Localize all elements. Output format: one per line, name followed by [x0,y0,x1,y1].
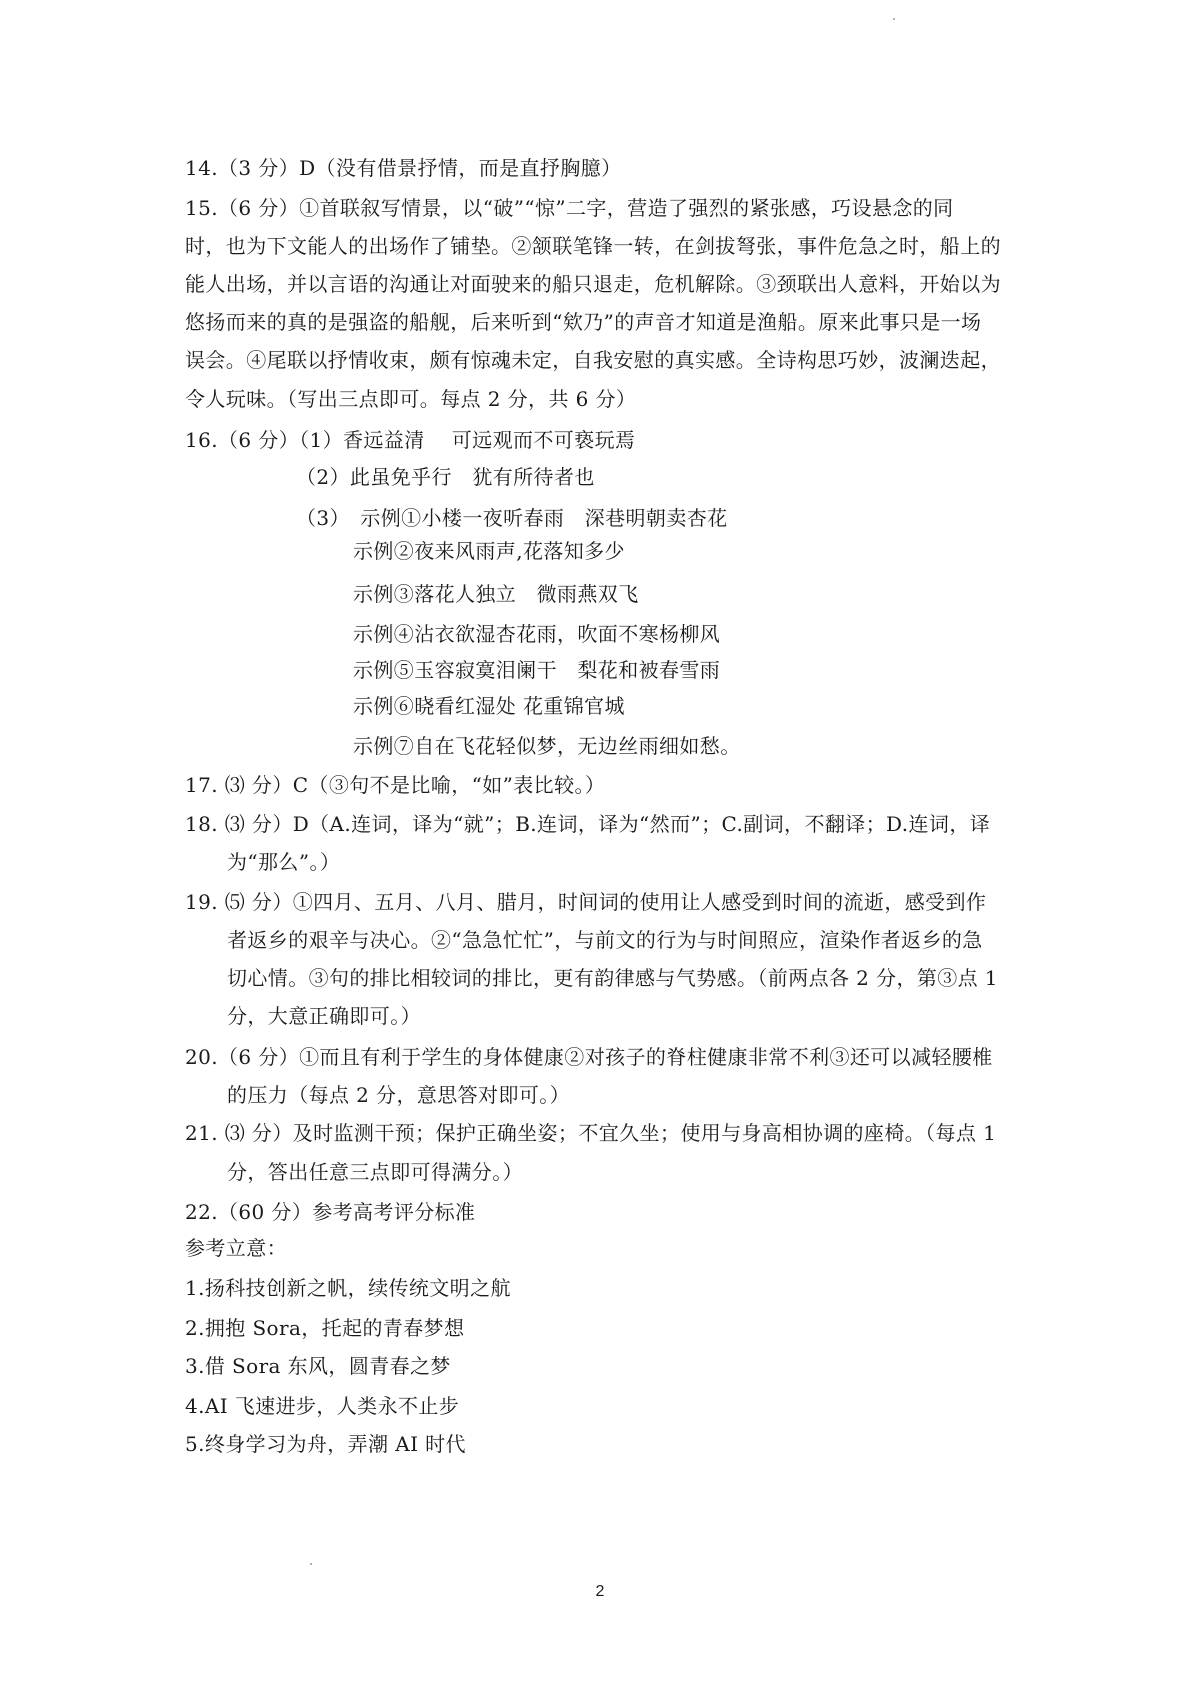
answer-16-line: （3） 示例①小楼一夜听春雨 深巷明朝卖杏花 [296,506,728,530]
answer-15-line: 时，也为下文能人的出场作了铺垫。②颔联笔锋一转，在剑拔弩张，事件危急之时，船上的 [185,234,1001,258]
answer-20-line: 的压力（每点 2 分，意思答对即可。） [227,1083,571,1107]
answer-16-example: 示例④沾衣欲湿杏花雨，吹面不寒杨柳风 [353,622,721,646]
scan-speck [310,1563,312,1565]
answer-16-example: 示例⑦自在飞花轻似梦，无边丝雨细如愁。 [353,734,741,758]
reference-item: 1.扬科技创新之帆，续传统文明之航 [185,1276,511,1300]
scan-speck [893,18,895,20]
answer-15-line: 误会。④尾联以抒情收束，颇有惊魂未定，自我安慰的真实感。全诗构思巧妙，波澜迭起， [185,348,1001,372]
page-number: 2 [595,1583,605,1600]
answer-16-example: 示例⑤玉容寂寞泪阑干 梨花和被春雪雨 [353,658,721,682]
answer-19-line: 者返乡的艰辛与决心。②“急急忙忙”，与前文的行为与时间照应，渲染作者返乡的急 [227,928,983,952]
answer-20-line: 20.（6 分）①而且有利于学生的身体健康②对孩子的脊柱健康非常不利③还可以减轻腰椎 [185,1045,993,1069]
answer-16-example: 示例③落花人独立 微雨燕双飞 [353,582,639,606]
answer-16-example: 示例②夜来风雨声,花落知多少 [353,539,625,563]
reference-item: 3.借 Sora 东风，圆青春之梦 [185,1354,451,1378]
answer-15-line: 悠扬而来的真的是强盗的船舰，后来听到“欸乃”的声音才知道是渔船。原来此事只是一场 [185,310,982,334]
answer-21-line: 21. ⑶ 分）及时监测干预；保护正确坐姿；不宜久坐；使用与身高相协调的座椅。（每点 1 [185,1121,997,1145]
answer-19-line: 19. ⑸ 分）①四月、五月、八月、腊月，时间词的使用让人感受到时间的流逝，感受到作 [185,890,987,914]
answer-18-line: 为“那么”。） [227,850,341,874]
answer-18-line: 18. ⑶ 分）D（A.连词，译为“就”；B.连词，译为“然而”；C.副词，不翻译；D.连词，译 [185,812,991,836]
reference-heading: 参考立意： [185,1236,287,1260]
answer-22-line: 22.（60 分）参考高考评分标准 [185,1200,476,1224]
answer-16-example: 示例⑥晓看红湿处 花重锦官城 [353,694,625,718]
answer-19-line: 切心情。③句的排比相较词的排比，更有韵律感与气势感。（前两点各 2 分，第③点 1 [227,966,998,990]
answer-17-line: 17. ⑶ 分）C（③句不是比喻，“如”表比较。） [185,773,606,797]
answer-15-line: 能人出场，并以言语的沟通让对面驶来的船只退走，危机解除。③颈联出人意料，开始以为 [185,272,1001,296]
answer-21-line: 分，答出任意三点即可得满分。） [227,1160,523,1184]
reference-item: 4.AI 飞速进步，人类永不止步 [185,1394,460,1418]
answer-15-line: 15.（6 分）①首联叙写情景，以“破”“惊”二字，营造了强烈的紧张感，巧设悬念的同 [185,196,954,220]
answer-14-line: 14.（3 分）D（没有借景抒情，而是直抒胸臆） [185,156,622,180]
answer-15-line: 令人玩味。（写出三点即可。每点 2 分，共 6 分） [185,387,637,411]
answer-16-line: 16.（6 分）（1）香远益清 可远观而不可亵玩焉 [185,428,636,452]
reference-item: 2.拥抱 Sora，托起的青春梦想 [185,1316,465,1340]
reference-item: 5.终身学习为舟，弄潮 AI 时代 [185,1432,466,1456]
answer-19-line: 分，大意正确即可。） [227,1004,421,1028]
answer-16-line: （2）此虽免乎行 犹有所待者也 [296,465,595,489]
